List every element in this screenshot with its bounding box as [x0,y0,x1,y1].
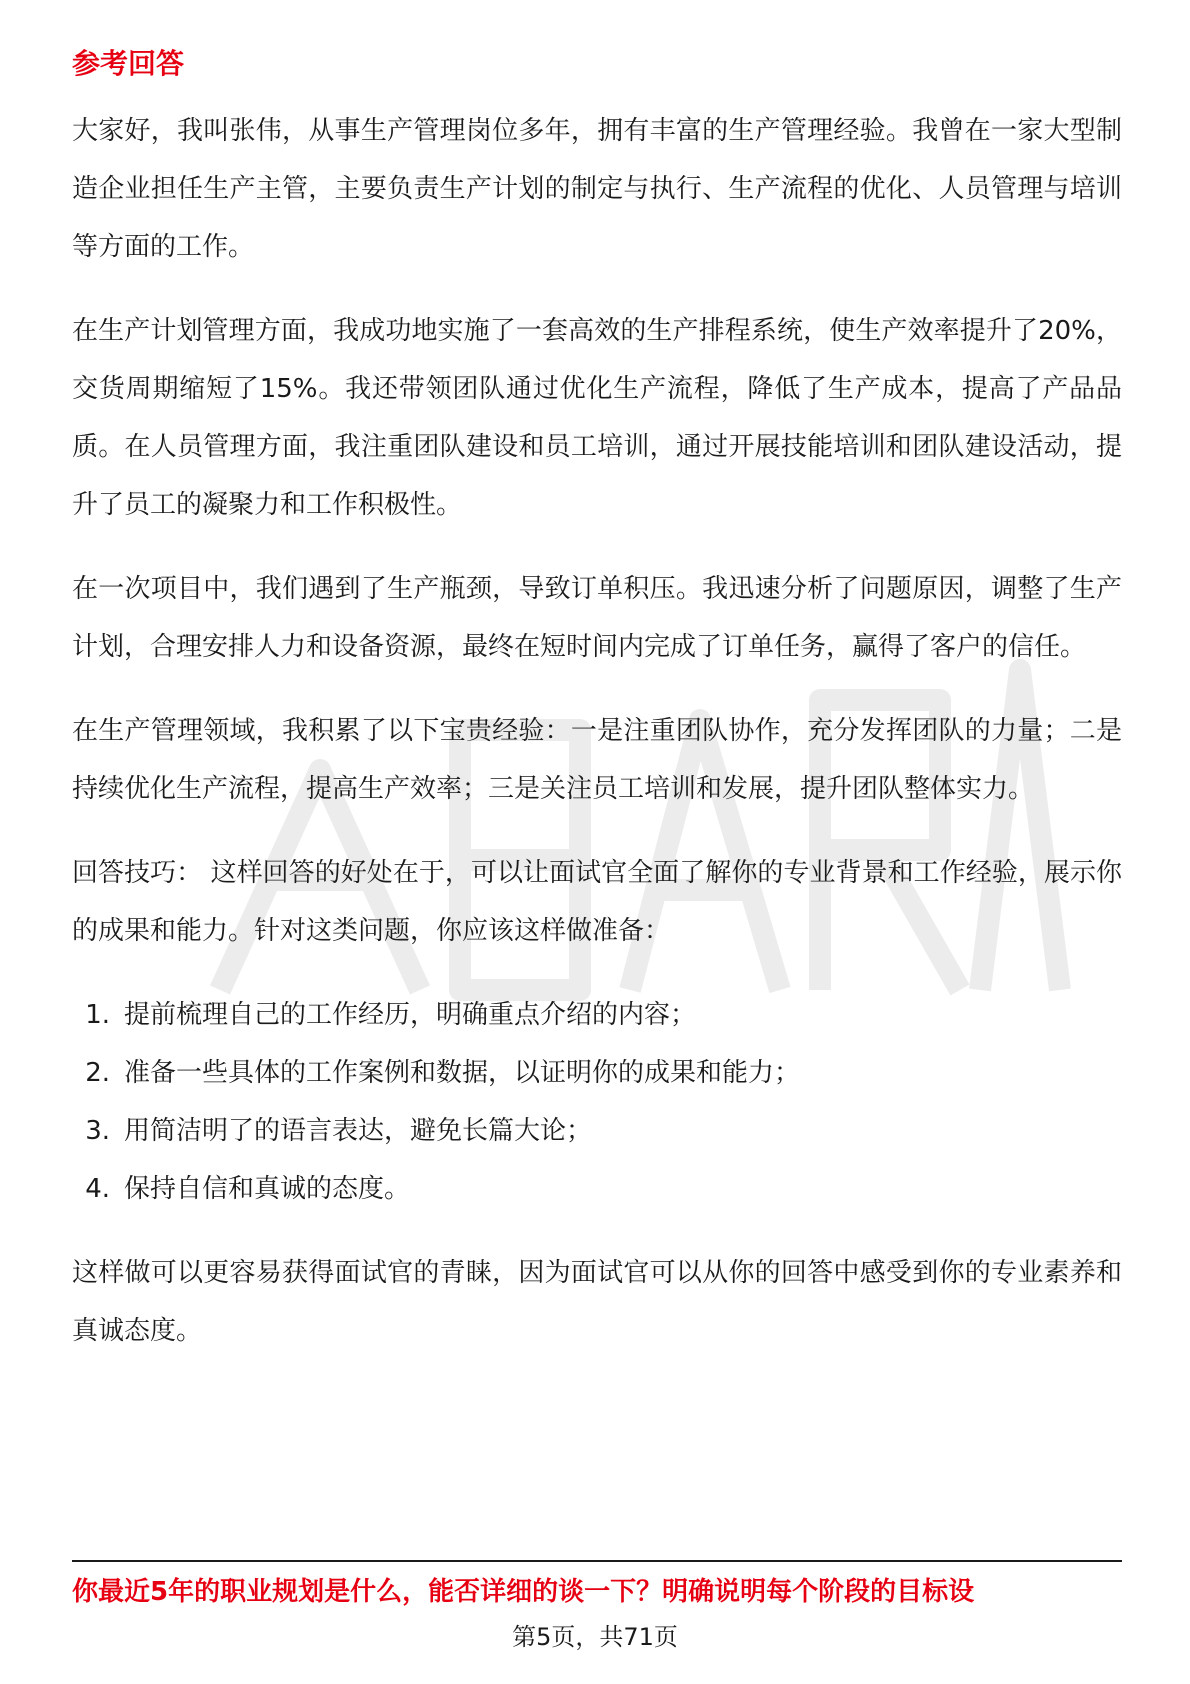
section-divider [72,1560,1122,1562]
list-item [72,1044,1122,1102]
page-footer: 第5页，共71页 [512,1623,678,1651]
paragraph-achievements: 在生产计划管理方面，我成功地实施了一套高效的生产排程系统，使生产效率提升了20%，交货周期缩短了15%。我还带领团队通过优化生产流程，降低了生产成本，提高了产品品质。在人员管理方面，我注重团队建设和员工培训，通过开展技能培训和团队建设活动，提升了员工的凝聚力和工作积极性。 [72,316,1122,520]
next-question-heading: 你最近5年的职业规划是什么，能否详细的谈一下？明确说明每个阶段的目标设 [72,1577,975,1607]
paragraph-tips-intro: 回答技巧： 这样回答的好处在于，可以让面试官全面了解你的专业背景和工作经验，展示你的成果和能力。针对这类问题，你应该这样做准备： [72,858,1122,946]
paragraph-experience: 在生产管理领域，我积累了以下宝贵经验：一是注重团队协作，充分发挥团队的力量；二是持续优化生产流程，提高生产效率；三是关注员工培训和发展，提升团队整体实力。 [72,716,1122,804]
paragraph-project: 在一次项目中，我们遇到了生产瓶颈，导致订单积压。我迅速分析了问题原因，调整了生产计划，合理安排人力和设备资源，最终在短时间内完成了订单任务，赢得了客户的信任。 [72,574,1122,662]
list-item-text: 用简洁明了的语言表达，避免长篇大论； [124,1116,593,1146]
paragraph-intro: 大家好，我叫张伟，从事生产管理岗位多年，拥有丰富的生产管理经验。我曾在一家大型制造企业担任生产主管，主要负责生产计划的制定与执行、生产流程的优化、人员管理与培训等方面的工作。 [72,116,1122,262]
list-item-number: 2. [85,1058,110,1088]
tips-list [72,986,1122,1218]
list-item [72,1160,1122,1218]
paragraph-closing: 这样做可以更容易获得面试官的青睐，因为面试官可以从你的回答中感受到你的专业素养和真诚态度。 [72,1258,1122,1346]
list-item-number: 1. [85,1000,110,1030]
list-item-text: 保持自信和真诚的态度。 [124,1174,411,1204]
main-content [72,44,1122,1386]
list-item [72,986,1122,1044]
list-item [72,1102,1122,1160]
list-item-number: 4. [85,1174,110,1204]
list-item-text: 准备一些具体的工作案例和数据，以证明你的成果和能力； [124,1058,801,1088]
list-item-text: 提前梳理自己的工作经历，明确重点介绍的内容； [124,1000,697,1030]
section-heading: 参考回答 [72,47,185,80]
list-item-number: 3. [85,1116,110,1146]
